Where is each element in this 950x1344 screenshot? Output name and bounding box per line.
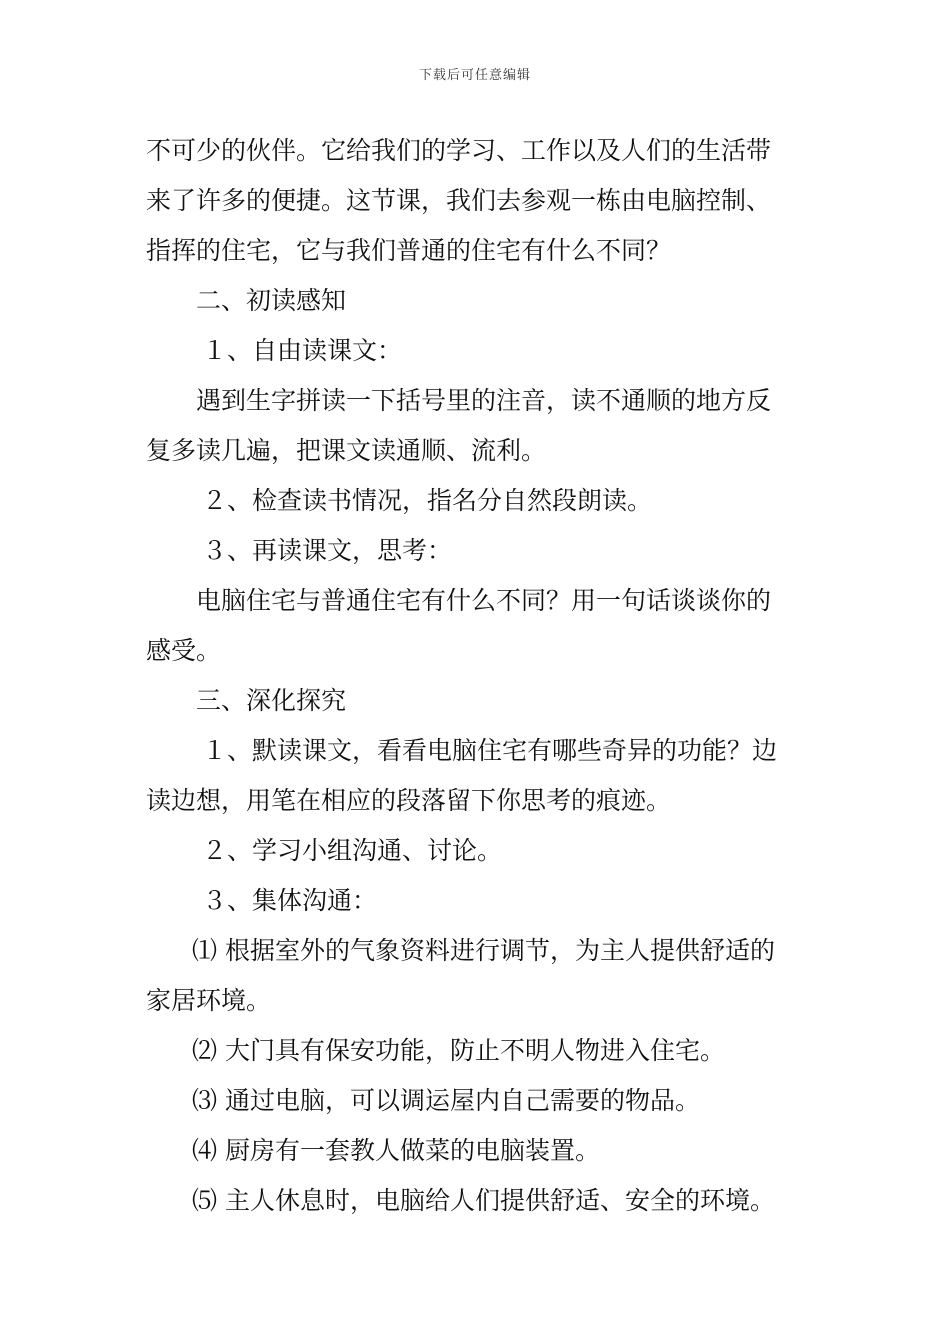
numbered-point: ⑵ 大门具有保安功能，防止不明人物进入住宅。 [192,1036,725,1065]
paragraph-line: 复多读几遍，把课文读通顺、流利。 [146,436,547,465]
list-item: ３、集体沟通： [202,886,378,915]
paragraph-line: 指挥的住宅，它与我们普通的住宅有什么不同？ [146,236,672,265]
list-item: ３、再读课文，思考： [202,536,453,565]
paragraph-line: 遇到生字拼读一下括号里的注音，读不通顺的地方反 [196,386,772,415]
numbered-point: ⑴ 根据室外的气象资料进行调节，为主人提供舒适的 [192,936,775,965]
paragraph-line: 来了许多的便捷。这节课，我们去参观一栋由电脑控制、 [146,186,772,215]
paragraph-line: 读边想，用笔在相应的段落留下你思考的痕迹。 [146,786,672,815]
page-header: 下载后可任意编辑 [418,68,531,83]
list-item: １、自由读课文： [202,336,403,365]
paragraph-line: 不可少的伙伴。它给我们的学习、工作以及人们的生活带 [146,136,772,165]
section-heading: 二、初读感知 [196,286,347,315]
document-body [146,126,810,1226]
numbered-point: ⑶ 通过电脑，可以调运屋内自己需要的物品。 [192,1086,700,1115]
paragraph-line: 电脑住宅与普通住宅有什么不同？用一句话谈谈你的 [196,586,772,615]
list-item: ２、学习小组沟通、讨论。 [202,836,503,865]
numbered-point: ⑷ 厨房有一套教人做菜的电脑装置。 [192,1136,600,1165]
numbered-point: ⑸ 主人休息时，电脑给人们提供舒适、安全的环境。 [192,1186,775,1215]
list-item: １、默读课文，看看电脑住宅有哪些奇异的功能？边 [202,736,778,765]
section-heading: 三、深化探究 [196,686,347,715]
paragraph-line: 家居环境。 [146,986,272,1015]
paragraph-line: 感受。 [146,636,222,665]
list-item: ２、检查读书情况，指名分自然段朗读。 [202,486,653,515]
